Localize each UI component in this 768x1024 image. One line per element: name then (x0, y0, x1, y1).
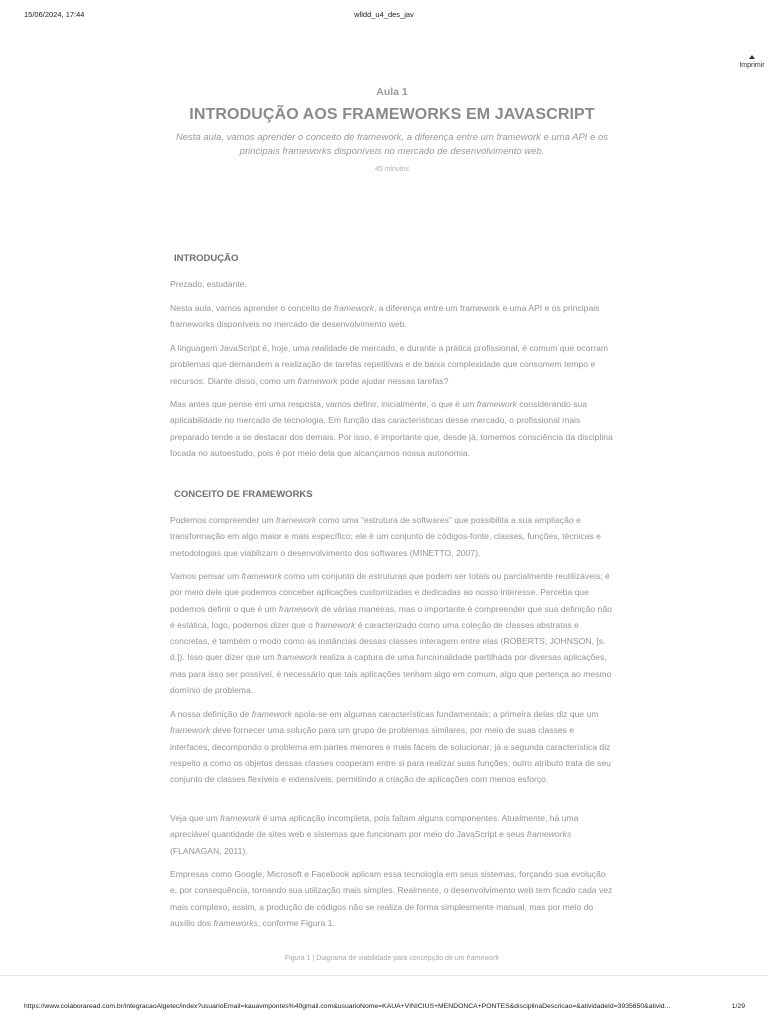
lesson-duration: 45 minutos (374, 166, 410, 173)
print-doc-title: wlldd_u4_des_jav (354, 10, 414, 19)
paragraph: A nossa definição de framework apoia-se em algumas características fundamentais; a primeira delas diz que um framework deve fornecer uma solução para um grupo de problemas similares, por meio de suas classes e interfaces, decompondo o problema em partes menores e mais fáceis de solucionar; já a segunda característica diz respeito a como os objetos dessas classes cooperam entre si para realizar suas funções; outro atributo trata de seu conjunto de classes flexíveis e extensíveis, permitindo a criação de aplicações com menos esforço. (170, 709, 611, 785)
page-subtitle: Nesta aula, vamos aprender o conceito de framework, a diferença entre um framework e uma API e os principais frameworks disponíveis no mercado de desenvolvimento web. (175, 132, 609, 157)
paragraph: Mas antes que pense em uma resposta, vamos definir, inicialmente, o que é um framework considerando sua aplicabilidade no mercado de tecnologia. Em função das características desse mercado, o profissional mais preparado tende a se destacar dos demais. Por isso, é importante que, desde já, tomemos consciência da disciplina focada no autoestudo, pois é por meio dela que alcançamos nossa autonomia. (170, 399, 613, 458)
page-title: INTRODUÇÃO AOS FRAMEWORKS EM JAVASCRIPT (189, 106, 595, 123)
paragraph: Vamos pensar um framework como um conjunto de estruturas que podem ser totais ou parcialmente reutilizáveis; é por meio dele que podemos conceber aplicações customizadas e dedicadas ao nosso interesse. Perceba que podemos definir o que é um framework de várias maneiras, mas o importante é compreender que sua definição não é estática, logo, podemos dizer que o framework é caracterizado como uma coleção de classes abstratas e concretas, é também o modo como as instâncias dessas classes interagem entre elas (ROBERTS; JOHNSON, [s. d.]). Isso quer dizer que um framework realiza a captura de uma funcionalidade partilhada por diversas aplicações, mas para isso ser possível, é necessário que tais aplicações tenham algo em comum, algo que pertença ao mesmo domínio de problema. (170, 571, 612, 696)
page-number: 1/29 (731, 1003, 745, 1010)
paragraph: Prezado, estudante. (170, 279, 247, 289)
print-datetime: 15/06/2024, 17:44 (24, 10, 85, 19)
up-arrow-icon (749, 55, 755, 59)
figure-caption: Figura 1 | Diagrama de viabilidade para concepção de um framework (284, 955, 500, 962)
section-heading-introducao: INTRODUÇÃO (174, 253, 239, 264)
paragraph: Veja que um framework é uma aplicação incompleta, pois faltam alguns componentes. Atualmente, há uma apreciável quantidade de sites web e sistemas que funcionam por meio do JavaScript e seus frameworks (FLANAGAN, 2011). (170, 813, 579, 856)
print-footer (0, 1003, 768, 1015)
print-header (0, 10, 768, 24)
lesson-label: Aula 1 (376, 86, 408, 98)
paragraph: Nesta aula, vamos aprender o conceito de framework, a diferença entre um framework e uma API e os principais frameworks disponíveis no mercado de desenvolvimento web. (170, 303, 600, 330)
paragraph: Podemos compreender um framework como uma “estrutura de softwares” que possibilita a sua ampliação e transformação em algo maior e mais específico; ele é um conjunto de códigos-fonte, classes, funções, técnicas e metodologias que viabilizam o desenvolvimento dos softwares (MINETTO, 2007). (170, 515, 601, 558)
print-button-label: Imprimir (739, 62, 765, 69)
paragraph: Empresas como Google, Microsoft e Facebook aplicam essa tecnologia em seus sistemas, forçando sua evolução e, por consequência, tornando sua utilização mais simples. Realmente, o desenvolvimento web tem ficado cada vez mais complexo, assim, a produção de códigos não se realiza de forma simplesmente manual, mas por meio do auxílio dos frameworks, conforme Figura 1. (170, 869, 613, 928)
paragraph: A linguagem JavaScript é, hoje, uma realidade de mercado, e durante a prática profissional, é comum que ocorram problemas que demandem a realização de tarefas repetitivas e de baixa complexidade que consomem tempo e recursos. Diante disso, como um framework pode ajudar nessas tarefas? (170, 343, 609, 386)
print-button[interactable] (734, 55, 768, 69)
divider (0, 975, 768, 976)
print-url: https://www.colaboraread.com.br/integracaoAlgetec/index?usuarioEmail=kauavmpontes%40gmail.com&usuarioNome=KAUA+VINICIUS+MENDONCA+PONTES&disciplinaDescricao=&atividadeId=3935650&ativid... (24, 1003, 671, 1010)
section-heading-conceito: CONCEITO DE FRAMEWORKS (174, 489, 313, 500)
